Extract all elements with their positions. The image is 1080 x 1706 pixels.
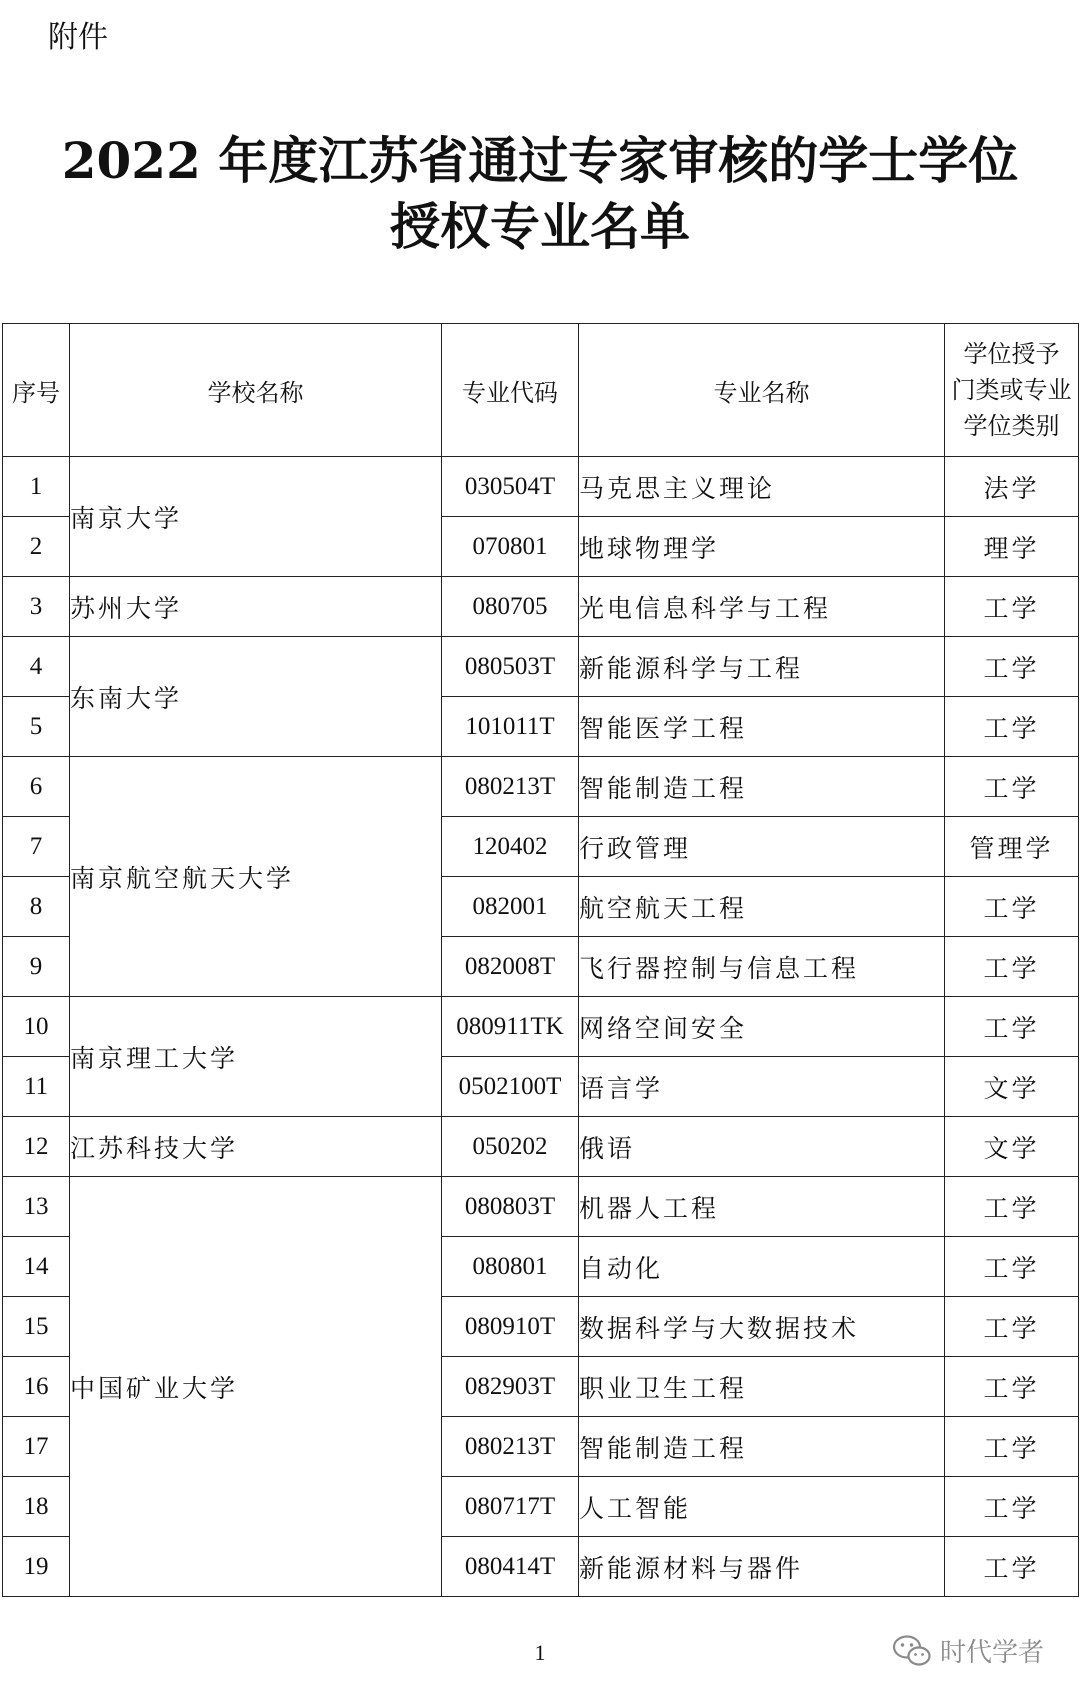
major-code: 080414T: [442, 1537, 579, 1597]
header-code: 专业代码: [442, 324, 579, 457]
major-code: 080801: [442, 1237, 579, 1297]
row-index: 7: [3, 817, 70, 877]
major-name: 数据科学与大数据技术: [579, 1297, 945, 1357]
school-name: 南京航空航天大学: [70, 757, 442, 997]
major-code: 082001: [442, 877, 579, 937]
degree-category: 工学: [945, 1237, 1079, 1297]
degree-category: 工学: [945, 1537, 1079, 1597]
major-code: 080213T: [442, 1417, 579, 1477]
row-index: 2: [3, 517, 70, 577]
major-name: 语言学: [579, 1057, 945, 1117]
watermark-text: 时代学者: [939, 1638, 1044, 1668]
row-index: 19: [3, 1537, 70, 1597]
major-code: 050202: [442, 1117, 579, 1177]
degree-category: 工学: [945, 997, 1079, 1057]
major-name: 新能源科学与工程: [579, 637, 945, 697]
header-category-line-2: 门类或专业: [951, 376, 1072, 404]
header-category: [945, 324, 1079, 457]
table-row: [3, 577, 1079, 637]
major-code: 082903T: [442, 1357, 579, 1417]
row-index: 12: [3, 1117, 70, 1177]
degree-category: 文学: [945, 1117, 1079, 1177]
degree-category: 文学: [945, 1057, 1079, 1117]
major-code: 080910T: [442, 1297, 579, 1357]
degree-category: 理学: [945, 517, 1079, 577]
table-header-row: [3, 324, 1079, 457]
row-index: 1: [3, 457, 70, 517]
major-code: 080911TK: [442, 997, 579, 1057]
row-index: 6: [3, 757, 70, 817]
major-name: 光电信息科学与工程: [579, 577, 945, 637]
degree-category: 管理学: [945, 817, 1079, 877]
header-category-line-3: 学位类别: [963, 412, 1060, 440]
row-index: 9: [3, 937, 70, 997]
major-code: 082008T: [442, 937, 579, 997]
degree-category: 工学: [945, 1297, 1079, 1357]
major-code: 070801: [442, 517, 579, 577]
header-school: 学校名称: [70, 324, 442, 457]
degree-category: 工学: [945, 1417, 1079, 1477]
major-code: 101011T: [442, 697, 579, 757]
table-row: [3, 1177, 1079, 1237]
row-index: 11: [3, 1057, 70, 1117]
major-name: 智能制造工程: [579, 757, 945, 817]
table-row: [3, 757, 1079, 817]
row-index: 4: [3, 637, 70, 697]
row-index: 14: [3, 1237, 70, 1297]
attachment-label: 附件: [48, 20, 108, 55]
major-code: 080705: [442, 577, 579, 637]
degree-category: 工学: [945, 757, 1079, 817]
degree-category: 工学: [945, 1177, 1079, 1237]
row-index: 5: [3, 697, 70, 757]
major-name: 自动化: [579, 1237, 945, 1297]
degree-category: 工学: [945, 637, 1079, 697]
major-name: 行政管理: [579, 817, 945, 877]
major-name: 人工智能: [579, 1477, 945, 1537]
major-name: 机器人工程: [579, 1177, 945, 1237]
major-name: 职业卫生工程: [579, 1357, 945, 1417]
school-name: 南京理工大学: [70, 997, 442, 1117]
header-index: 序号: [3, 324, 70, 457]
title-line-2: 授权专业名单: [390, 197, 690, 256]
school-name: 东南大学: [70, 637, 442, 757]
school-name: 江苏科技大学: [70, 1117, 442, 1177]
header-category-line-1: 学位授予: [963, 340, 1060, 368]
major-name: 地球物理学: [579, 517, 945, 577]
row-index: 13: [3, 1177, 70, 1237]
major-name: 智能医学工程: [579, 697, 945, 757]
major-name: 网络空间安全: [579, 997, 945, 1057]
table-row: [3, 457, 1079, 517]
row-index: 10: [3, 997, 70, 1057]
major-name: 马克思主义理论: [579, 457, 945, 517]
major-name: 飞行器控制与信息工程: [579, 937, 945, 997]
degree-category: 工学: [945, 697, 1079, 757]
table-row: [3, 1117, 1079, 1177]
major-code: 030504T: [442, 457, 579, 517]
major-name: 俄语: [579, 1117, 945, 1177]
wechat-icon: [892, 1634, 932, 1668]
major-name: 智能制造工程: [579, 1417, 945, 1477]
table-row: [3, 997, 1079, 1057]
major-code: 080213T: [442, 757, 579, 817]
degree-category: 工学: [945, 877, 1079, 937]
row-index: 8: [3, 877, 70, 937]
row-index: 3: [3, 577, 70, 637]
row-index: 15: [3, 1297, 70, 1357]
watermark: [892, 1632, 1044, 1669]
degree-category: 工学: [945, 937, 1079, 997]
degree-category: 工学: [945, 577, 1079, 637]
page-number: 1: [534, 1640, 546, 1665]
school-name: 苏州大学: [70, 577, 442, 637]
major-code: 080717T: [442, 1477, 579, 1537]
major-code: 0502100T: [442, 1057, 579, 1117]
major-code: 080803T: [442, 1177, 579, 1237]
header-major: 专业名称: [579, 324, 945, 457]
major-code: 080503T: [442, 637, 579, 697]
table-row: [3, 637, 1079, 697]
major-name: 航空航天工程: [579, 877, 945, 937]
school-name: 中国矿业大学: [70, 1177, 442, 1597]
school-name: 南京大学: [70, 457, 442, 577]
document-title: [0, 128, 1080, 260]
degree-category: 工学: [945, 1357, 1079, 1417]
major-code: 120402: [442, 817, 579, 877]
row-index: 17: [3, 1417, 70, 1477]
major-name: 新能源材料与器件: [579, 1537, 945, 1597]
degree-category: 工学: [945, 1477, 1079, 1537]
title-line-1: 2022 年度江苏省通过专家审核的学士学位: [61, 131, 1019, 190]
row-index: 16: [3, 1357, 70, 1417]
degree-program-table: [2, 323, 1079, 1597]
degree-category: 法学: [945, 457, 1079, 517]
row-index: 18: [3, 1477, 70, 1537]
